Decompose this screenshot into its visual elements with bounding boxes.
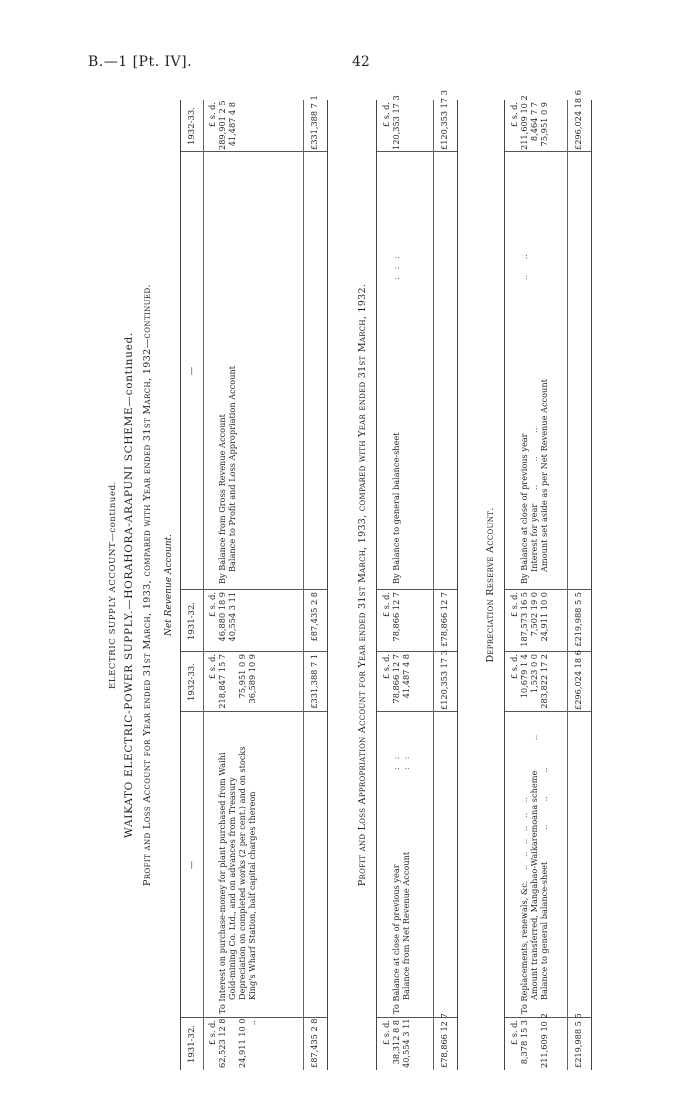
dp-debit-desc: Amount transferred, Mangahao-Waikaremoana scheme (529, 770, 539, 1000)
appropriation-title: Profit and Loss Appropriation Account for Year ended 31st March, 1933, compared with Year ended 31st March, 1932. (357, 283, 368, 887)
depreciation-title: Depreciation Reserve Account. (485, 507, 496, 663)
col-header-desc: — (187, 860, 197, 870)
rotated-document-body (100, 85, 620, 1085)
lsd-label: £ s. d. (381, 592, 391, 618)
ap-credit-curr: 120,353 17 3 (391, 95, 401, 150)
dp-debit-prev: 8,378 15 3 (519, 1020, 529, 1065)
nr-credit-curr: 289,901 2 5 (217, 100, 227, 150)
lsd-label: £ s. d. (509, 654, 519, 680)
ap-total-right-curr: £120,353 17 3 (439, 90, 449, 150)
col-header-desc: — (187, 366, 197, 376)
ap-credit-desc: By Balance to general balance-sheet (391, 432, 401, 584)
nr-total-left-curr: £331,388 7 1 (309, 654, 319, 709)
dp-credit-prev: 24,911 10 0 (539, 592, 549, 642)
nr-total-left-prev: £87,435 2 8 (309, 1018, 319, 1068)
lsd-label: £ s. d. (207, 592, 217, 618)
title-electric-supply: ELECTRIC SUPPLY ACCOUNT—continued. (108, 481, 118, 689)
leader-dots: .. .. (519, 253, 529, 280)
nr-credit-desc: By Balance from Gross Revenue Account (217, 414, 227, 584)
lsd-label: £ s. d. (381, 102, 391, 128)
lsd-label: £ s. d. (509, 592, 519, 618)
leader-dots: .. .. .. (539, 767, 549, 830)
nr-total-right-prev: £87,435 2 8 (309, 592, 319, 642)
depreciation-table (504, 90, 592, 1070)
nr-total-right-curr: £331,388 7 1 (309, 95, 319, 150)
dp-total-right-curr: £296,024 18 6 (573, 90, 583, 150)
lsd-label: £ s. d. (207, 102, 217, 128)
ap-total-left-curr: £120,353 17 3 (439, 650, 449, 710)
nr-debit-desc: To Interest on purchase-money for plant purchased from Waihi (217, 752, 227, 1014)
dp-credit-curr: 211,609 10 2 (519, 95, 529, 150)
ap-total-right-prev: £78,866 12 7 (439, 592, 449, 647)
dp-credit-curr: 8,464 7 7 (529, 102, 539, 142)
lsd-label: £ s. d. (207, 654, 217, 680)
nr-debit-desc-cont: Gold-mining Co. Ltd., and on advances from Treasury (227, 777, 237, 1000)
dp-credit-curr: 75,951 0 9 (539, 102, 549, 147)
nr-debit-curr: 36,589 10 9 (247, 654, 257, 704)
col-header-1932-33: 1932-33. (187, 106, 197, 146)
dp-credit-desc: Amount set aside as per Net Revenue Account (539, 379, 549, 572)
dp-credit-prev: 187,573 16 5 (519, 592, 529, 647)
title-profit-loss: Profit and Loss Account for Year ended 31st March, 1933, compared with Year ended 31st March, 1932—continued. (142, 284, 153, 886)
ap-debit-prev: 40,554 3 11 (401, 1018, 411, 1068)
title-waikato-scheme: WAIKATO ELECTRIC-POWER SUPPLY.—HORAHORA-ARAPUNI SCHEME—continued. (123, 332, 135, 838)
ap-debit-prev: 38,312 8 8 (391, 1020, 401, 1065)
ap-credit-prev: 78,866 12 7 (391, 592, 401, 642)
lsd-label: £ s. d. (207, 1020, 217, 1046)
ap-debit-curr: 41,487 4 8 (401, 654, 411, 699)
net-revenue-table (180, 95, 328, 1070)
col-header-1932-33: 1932-33. (187, 662, 197, 702)
nr-debit-prev: 24,911 10 0 (237, 1018, 247, 1068)
dp-total-left-prev: £219,988 5 5 (573, 1013, 583, 1068)
nr-credit-desc: Balance to Profit and Loss Appropriation Account (227, 365, 237, 572)
dp-debit-desc: To Replacements, renewals, &c. (519, 880, 529, 1014)
nr-credit-curr: 41,487 4 8 (227, 102, 237, 147)
leader-dots: .. (529, 734, 539, 740)
title-net-revenue: Net Revenue Account. (164, 533, 174, 637)
dp-debit-curr: 10,679 1 4 (519, 654, 529, 699)
ap-total-left-prev: £78,866 12 7 (439, 1013, 449, 1068)
leader-dots: .. .. .. (529, 427, 539, 490)
dp-debit-prev: 211,609 10 2 (539, 1013, 549, 1068)
dp-debit-curr: 283,822 17 2 (539, 654, 549, 709)
lsd-label: £ s. d. (381, 654, 391, 680)
leader-dots: : : (401, 756, 411, 770)
nr-credit-prev: 40,554 3 11 (227, 592, 237, 642)
dp-credit-desc: By Balance at close of previous year (519, 433, 529, 584)
page-number: 42 (352, 54, 370, 70)
dp-credit-desc: Interest for year (529, 503, 539, 572)
nr-debit-desc: Depreciation on completed works (2 per cent.) and on stocks (237, 746, 247, 1000)
nr-debit-curr: 75,951 0 9 (237, 654, 247, 699)
dp-total-left-curr: £296,024 18 6 (573, 650, 583, 710)
appropriation-table (376, 90, 458, 1070)
lsd-label: £ s. d. (509, 102, 519, 128)
dp-debit-curr: 1,523 0 0 (529, 654, 539, 694)
dp-debit-desc: Balance to general balance-sheet (539, 861, 549, 1000)
col-header-1931-32: 1931-32. (187, 1024, 197, 1064)
nr-debit-prev: .. (247, 1020, 257, 1026)
leader-dots: : : (391, 756, 401, 770)
ap-debit-desc: To Balance at close of previous year (391, 864, 401, 1014)
nr-debit-curr: 218,847 15 7 (217, 654, 227, 709)
leader-dots: .. .. .. .. .. .. (519, 797, 529, 870)
col-header-1931-32: 1931-32. (187, 601, 197, 641)
nr-credit-prev: 46,880 18 9 (217, 592, 227, 642)
dp-credit-prev: 7,502 19 0 (529, 592, 539, 637)
lsd-label: £ s. d. (381, 1020, 391, 1046)
ap-debit-curr: 78,866 12 7 (391, 654, 401, 704)
lsd-label: £ s. d. (509, 1020, 519, 1046)
nr-debit-prev: 62,523 12 8 (217, 1018, 227, 1068)
ap-debit-desc: Balance from Net Revenue Account (401, 851, 411, 1000)
dp-total-right-prev: £219,988 5 5 (573, 592, 583, 647)
nr-debit-desc: King's Wharf Station, half capital charges thereon (247, 791, 257, 1000)
leader-dots: : : : (391, 256, 401, 280)
page-header-left: B.—1 [Pt. IV]. (88, 54, 193, 70)
